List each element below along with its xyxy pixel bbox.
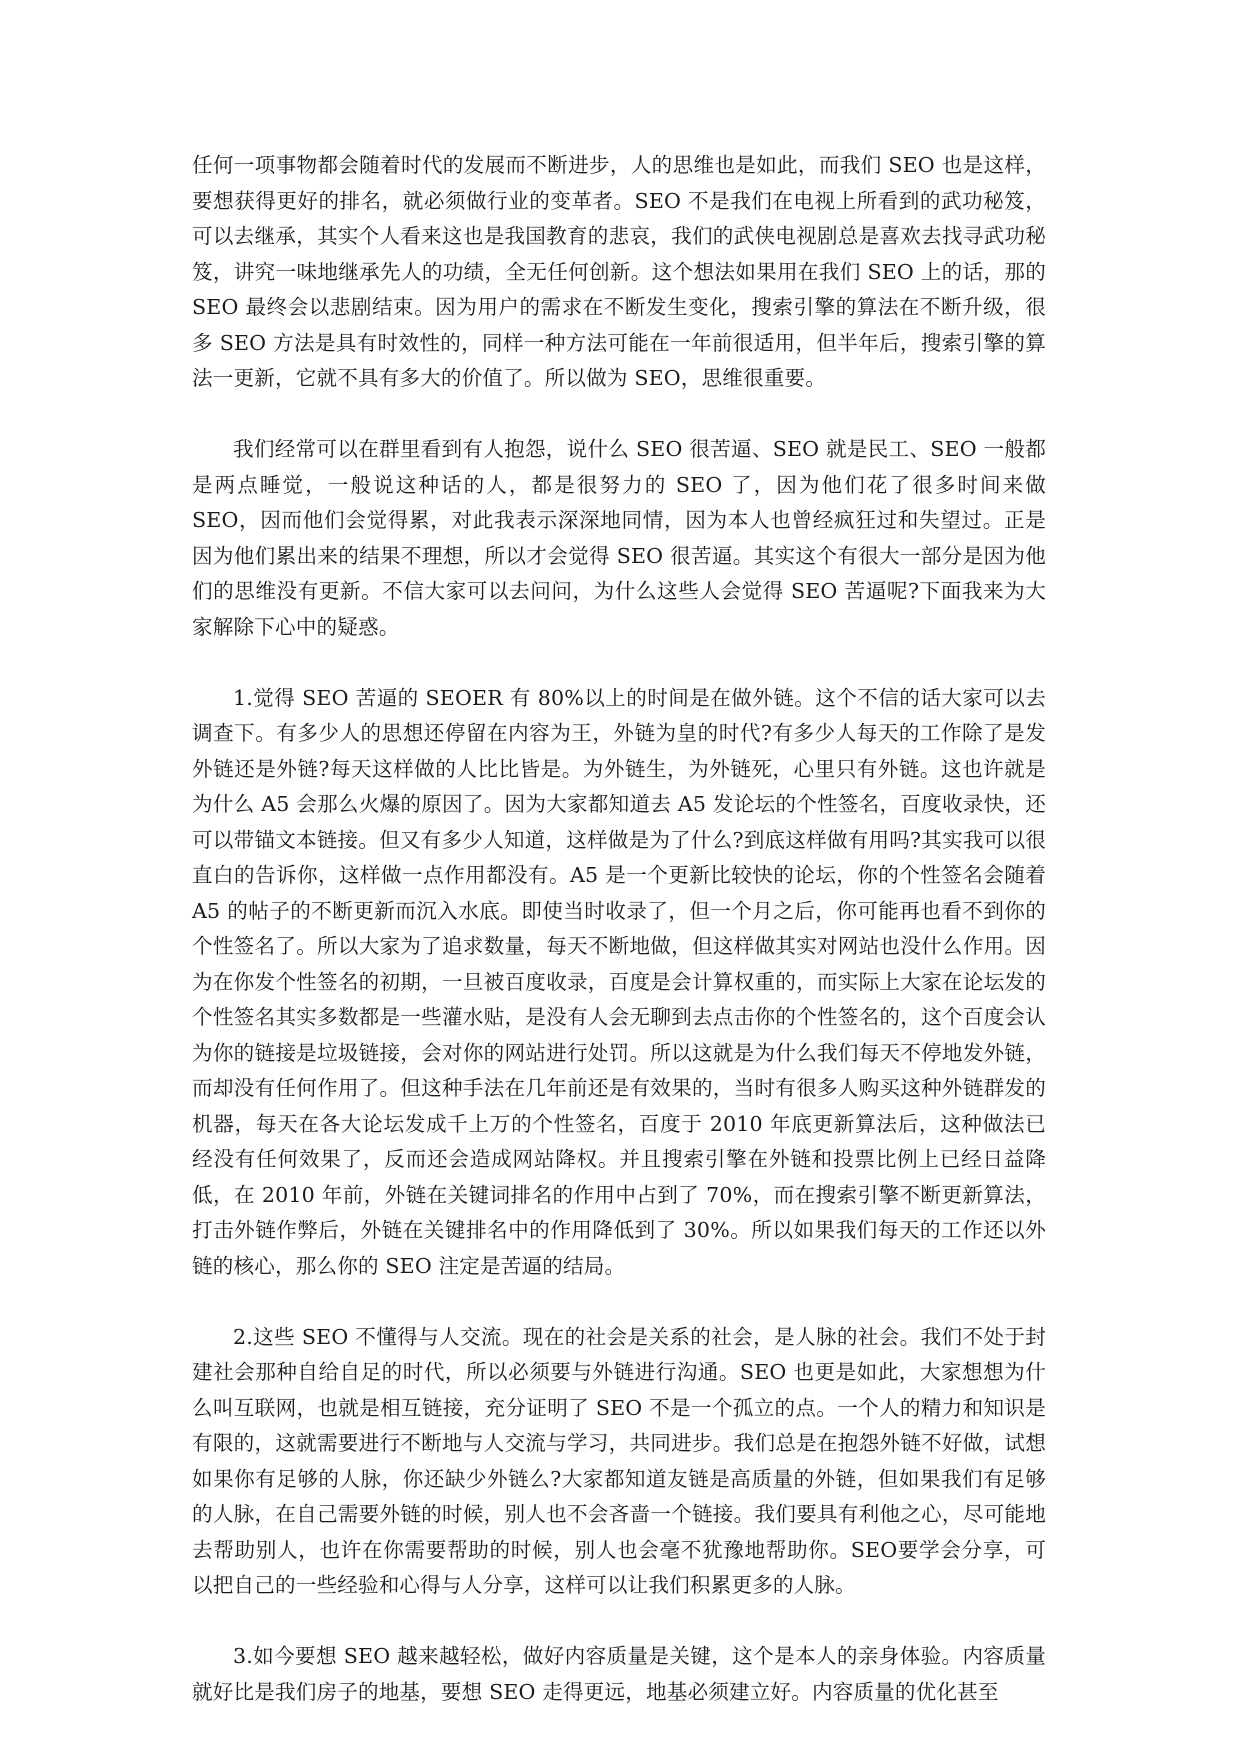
paragraph-1: 任何一项事物都会随着时代的发展而不断进步，人的思维也是如此，而我们 SEO 也是这样，要想获得更好的排名，就必须做行业的变革者。SEO 不是我们在电视上所看到的武功秘笈，可以去继承，其实个人看来这也是我国教育的悲哀，我们的武侠电视剧总是喜欢去找寻武功秘笈，讲究一味地继承先人的功绩，全无任何创新。这个想法如果用在我们 SEO 上的话，那的 SEO 最终会以悲剧结束。因为用户的需求在不断发生变化，搜索引擎的算法在不断升级，很多 SEO 方法是具有时效性的，同样一种方法可能在一年前很适用，但半年后，搜索引擎的算法一更新，它就不具有多大的价值了。所以做为 SEO，思维很重要。 bbox=[192, 153, 1046, 390]
document-page bbox=[192, 148, 1046, 1746]
paragraph-3: 1.觉得 SEO 苦逼的 SEOER 有 80%以上的时间是在做外链。这个不信的话大家可以去调查下。有多少人的思想还停留在内容为王，外链为皇的时代?有多少人每天的工作除了是发外链还是外链?每天这样做的人比比皆是。为外链生，为外链死，心里只有外链。这也许就是为什么 A5 会那么火爆的原因了。因为大家都知道去 A5 发论坛的个性签名，百度收录快，还可以带锚文本链接。但又有多少人知道，这样做是为了什么?到底这样做有用吗?其实我可以很直白的告诉你，这样做一点作用都没有。A5 是一个更新比较快的论坛，你的个性签名会随着 A5 的帖子的不断更新而沉入水底。即使当时收录了，但一个月之后，你可能再也看不到你的个性签名了。所以大家为了追求数量，每天不断地做，但这样做其实对网站也没什么作用。因为在你发个性签名的初期，一旦被百度收录，百度是会计算权重的，而实际上大家在论坛发的个性签名其实多数都是一些灌水贴，是没有人会无聊到去点击你的个性签名的，这个百度会认为你的链接是垃圾链接，会对你的网站进行处罚。所以这就是为什么我们每天不停地发外链，而却没有任何作用了。但这种手法在几年前还是有效果的，当时有很多人购买这种外链群发的机器，每天在各大论坛发成千上万的个性签名，百度于 2010 年底更新算法后，这种做法已经没有任何效果了，反而还会造成网站降权。并且搜索引擎在外链和投票比例上已经日益降低，在 2010 年前，外链在关键词排名的作用中占到了 70%，而在搜索引擎不断更新算法，打击外链作弊后，外链在关键排名中的作用降低到了 30%。所以如果我们每天的工作还以外链的核心，那么你的 SEO 注定是苦逼的结局。 bbox=[192, 685, 1046, 1278]
paragraph-4: 2.这些 SEO 不懂得与人交流。现在的社会是关系的社会，是人脉的社会。我们不处于封建社会那种自给自足的时代，所以必须要与外链进行沟通。SEO 也更是如此，大家想想为什么叫互联网，也就是相互链接，充分证明了 SEO 不是一个孤立的点。一个人的精力和知识是有限的，这就需要进行不断地与人交流与学习，共同进步。我们总是在抱怨外链不好做，试想如果你有足够的人脉，你还缺少外链么?大家都知道友链是高质量的外链，但如果我们有足够的人脉，在自己需要外链的时候，别人也不会吝啬一个链接。我们要具有利他之心，尽可能地去帮助别人，也许在你需要帮助的时候，别人也会毫不犹豫地帮助你。SEO要学会分享，可以把自己的一些经验和心得与人分享，这样可以让我们积累更多的人脉。 bbox=[192, 1324, 1046, 1597]
paragraph-2: 我们经常可以在群里看到有人抱怨，说什么 SEO 很苦逼、SEO 就是民工、SEO 一般都是两点睡觉，一般说这种话的人，都是很努力的 SEO 了，因为他们花了很多时间来做 SEO，因而他们会觉得累，对此我表示深深地同情，因为本人也曾经疯狂过和失望过。正是因为他们累出来的结果不理想，所以才会觉得 SEO 很苦逼。其实这个有很大一部分是因为他们的思维没有更新。不信大家可以去问问，为什么这些人会觉得 SEO 苦逼呢?下面我来为大家解除下心中的疑惑。 bbox=[192, 437, 1046, 639]
paragraph-5: 3.如今要想 SEO 越来越轻松，做好内容质量是关键，这个是本人的亲身体验。内容质量就好比是我们房子的地基，要想 SEO 走得更远，地基必须建立好。内容质量的优化甚至 bbox=[192, 1644, 1046, 1704]
